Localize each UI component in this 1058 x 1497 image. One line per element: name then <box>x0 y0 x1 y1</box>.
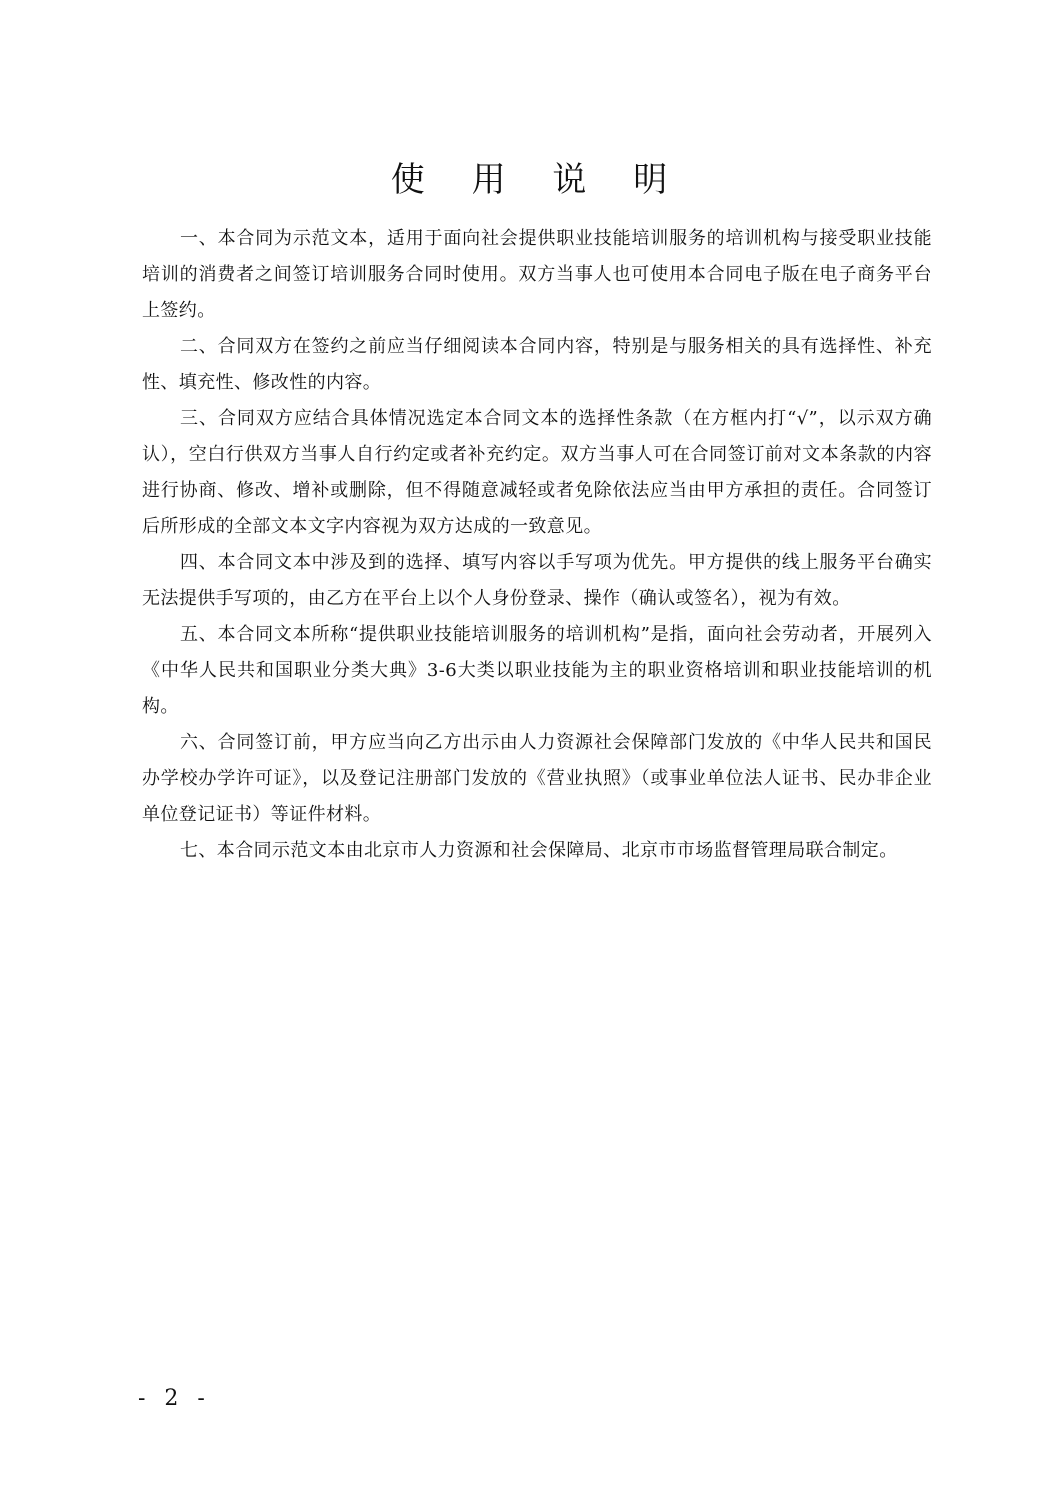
instruction-paragraph-1: 一、本合同为示范文本，适用于面向社会提供职业技能培训服务的培训机构与接受职业技能培训的消费者之间签订培训服务合同时使用。双方当事人也可使用本合同电子版在电子商务平台上签约。 <box>142 228 932 321</box>
instruction-paragraph-4: 四、本合同文本中涉及到的选择、填写内容以手写项为优先。甲方提供的线上服务平台确实无法提供手写项的，由乙方在平台上以个人身份登录、操作（确认或签名），视为有效。 <box>142 552 932 609</box>
instruction-paragraph-6: 六、合同签订前，甲方应当向乙方出示由人力资源社会保障部门发放的《中华人民共和国民办学校办学许可证》，以及登记注册部门发放的《营业执照》（或事业单位法人证书、民办非企业单位登记证书）等证件材料。 <box>142 732 932 825</box>
instruction-paragraph-3: 三、合同双方应结合具体情况选定本合同文本的选择性条款（在方框内打“√”，以示双方确认），空白行供双方当事人自行约定或者补充约定。双方当事人可在合同签订前对文本条款的内容进行协商、修改、增补或删除，但不得随意减轻或者免除依法应当由甲方承担的责任。合同签订后所形成的全部文本文字内容视为双方达成的一致意见。 <box>142 408 932 537</box>
page-number: - 2 - <box>138 1386 211 1411</box>
page-title: 使 用 说 明 <box>390 159 686 200</box>
instruction-paragraph-2: 二、合同双方在签约之前应当仔细阅读本合同内容，特别是与服务相关的具有选择性、补充性、填充性、修改性的内容。 <box>142 336 932 393</box>
instruction-paragraph-7: 七、本合同示范文本由北京市人力资源和社会保障局、北京市市场监督管理局联合制定。 <box>180 840 898 861</box>
instruction-paragraph-5: 五、本合同文本所称“提供职业技能培训服务的培训机构”是指，面向社会劳动者，开展列入《中华人民共和国职业分类大典》3-6大类以职业技能为主的职业资格培训和职业技能培训的机构。 <box>142 624 932 717</box>
instructions-body <box>142 221 932 869</box>
